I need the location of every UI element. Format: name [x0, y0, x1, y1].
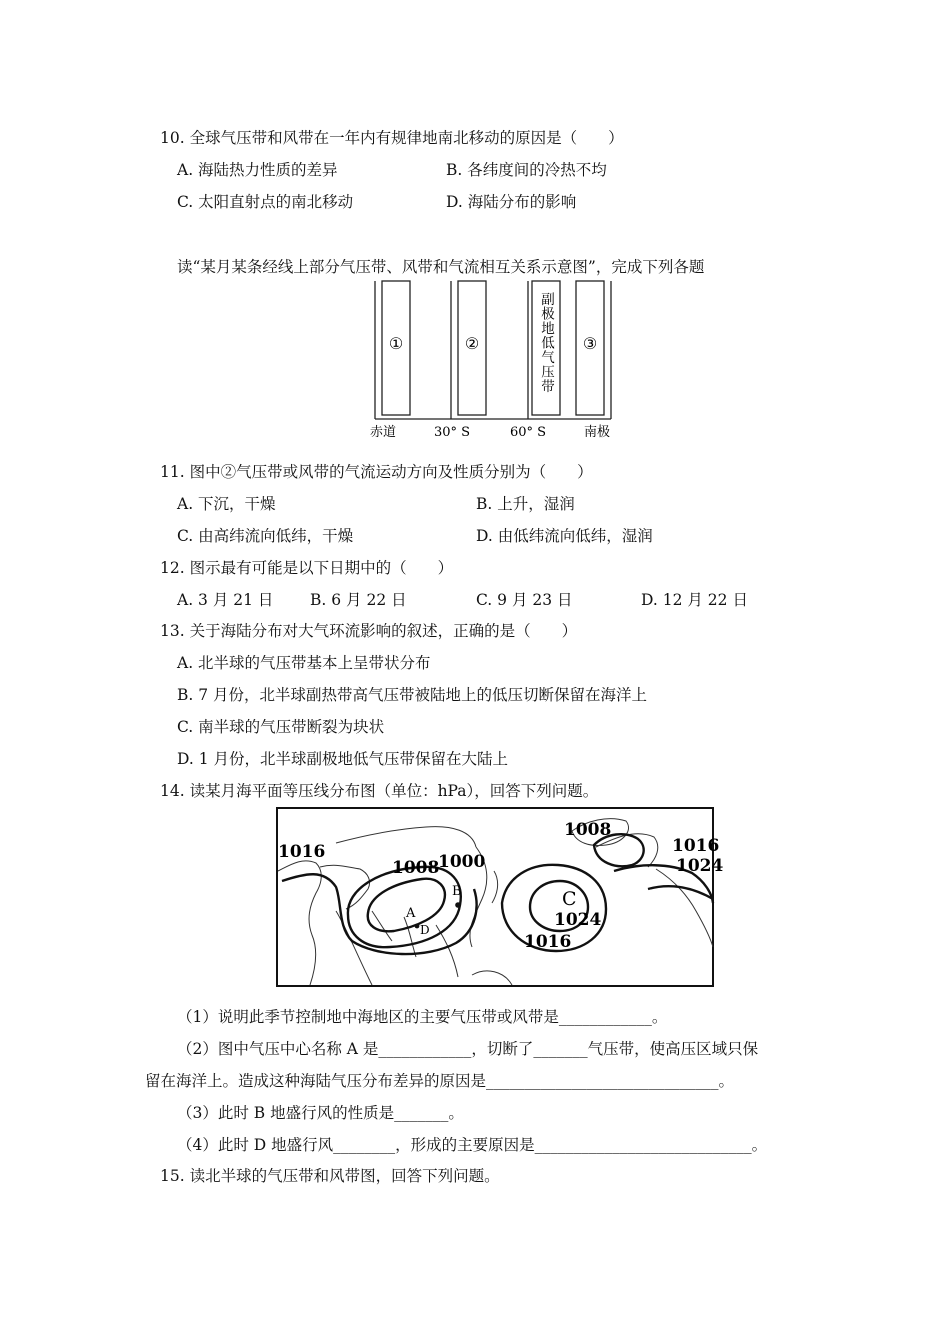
q11-option-c: C. 由高纬流向低纬，干燥: [177, 527, 354, 545]
q11-option-a: A. 下沉，干燥: [177, 495, 276, 513]
q12-option-d: D. 12 月 22 日: [641, 591, 748, 609]
point-b: [455, 902, 461, 908]
q14-stem: 14. 读某月海平面等压线分布图（单位：hPa），回答下列问题。: [160, 782, 599, 800]
axis-label-30s: 30° S: [433, 425, 471, 440]
q13-option-b: B. 7 月份，北半球副热带高气压带被陆地上的低压切断保留在海洋上: [177, 686, 648, 704]
q11-stem: 11. 图中②气压带或风带的气流运动方向及性质分别为（ ）: [160, 463, 593, 481]
point-label-d: D: [420, 923, 430, 937]
q12-option-a: A. 3 月 21 日: [177, 591, 274, 609]
q10-option-a: A. 海陆热力性质的差异: [177, 161, 338, 179]
q11-option-b: B. 上升，湿润: [476, 495, 575, 513]
axis-label-pole: 南极: [583, 425, 611, 440]
q14-sub4: （4）此时 D 地盛行风________，形成的主要原因是____________________________。: [177, 1136, 768, 1154]
q12-option-b: B. 6 月 22 日: [310, 591, 407, 609]
q14-sub2-line1: （2）图中气压中心名称 A 是____________，切断了_______气压带，使高压区域只保: [177, 1040, 759, 1058]
q10-option-b: B. 各纬度间的冷热不均: [446, 161, 607, 179]
isobar-label-1008-asia: 1008: [392, 858, 440, 878]
isobar-label-1024-pacific: 1024: [554, 910, 602, 930]
point-d: [415, 924, 420, 929]
q10-stem: 10. 全球气压带和风带在一年内有规律地南北移动的原因是（ ）: [160, 129, 624, 147]
center-label-c: C: [562, 888, 577, 910]
q10-option-c: C. 太阳直射点的南北移动: [177, 193, 354, 211]
q15-stem: 15. 读北半球的气压带和风带图，回答下列问题。: [160, 1167, 500, 1185]
q13-option-c: C. 南半球的气压带断裂为块状: [177, 718, 385, 736]
q12-option-c: C. 9 月 23 日: [476, 591, 573, 609]
point-label-b: B: [452, 884, 462, 899]
isobar-label-1016-pacific: 1016: [524, 932, 572, 952]
isobar-label-1024-atlantic: 1024: [676, 856, 724, 876]
isobar-label-1016-atlantic: 1016: [672, 836, 720, 856]
q13-option-d: D. 1 月份，北半球副极地低气压带保留在大陆上: [177, 750, 509, 768]
isobar-label-1008-atlantic: 1008: [564, 820, 612, 840]
q13-stem: 13. 关于海陆分布对大气环流影响的叙述，正确的是（ ）: [160, 622, 578, 640]
isobar-map: [276, 807, 724, 987]
q13-option-a: A. 北半球的气压带基本上呈带状分布: [177, 654, 431, 672]
subpolar-low-label: 副极地低气压带: [538, 292, 554, 394]
center-label-a: A: [406, 906, 416, 921]
belt-label-3: ③: [582, 334, 598, 353]
diagram-intro: 读“某月某条经线上部分气压带、风带和气流相互关系示意图”，完成下列各题: [177, 258, 705, 276]
pressure-belt-diagram: [365, 278, 625, 442]
q14-sub3: （3）此时 B 地盛行风的性质是_______。: [177, 1104, 464, 1122]
belt-label-2: ②: [464, 334, 480, 353]
q14-sub2-line2: 留在海洋上。造成这种海陆气压分布差异的原因是______________________________。: [145, 1072, 735, 1090]
isobar-label-1000-asia: 1000: [438, 852, 486, 872]
q14-sub1: （1）说明此季节控制地中海地区的主要气压带或风带是____________。: [177, 1008, 668, 1026]
q11-option-d: D. 由低纬流向低纬，湿润: [476, 527, 653, 545]
axis-label-equator: 赤道: [369, 425, 397, 440]
isobar-label-1016-west: 1016: [278, 842, 326, 862]
q10-option-d: D. 海陆分布的影响: [446, 193, 577, 211]
belt-label-1: ①: [388, 334, 404, 353]
q12-stem: 12. 图示最有可能是以下日期中的（ ）: [160, 559, 454, 577]
axis-label-60s: 60° S: [509, 425, 547, 440]
